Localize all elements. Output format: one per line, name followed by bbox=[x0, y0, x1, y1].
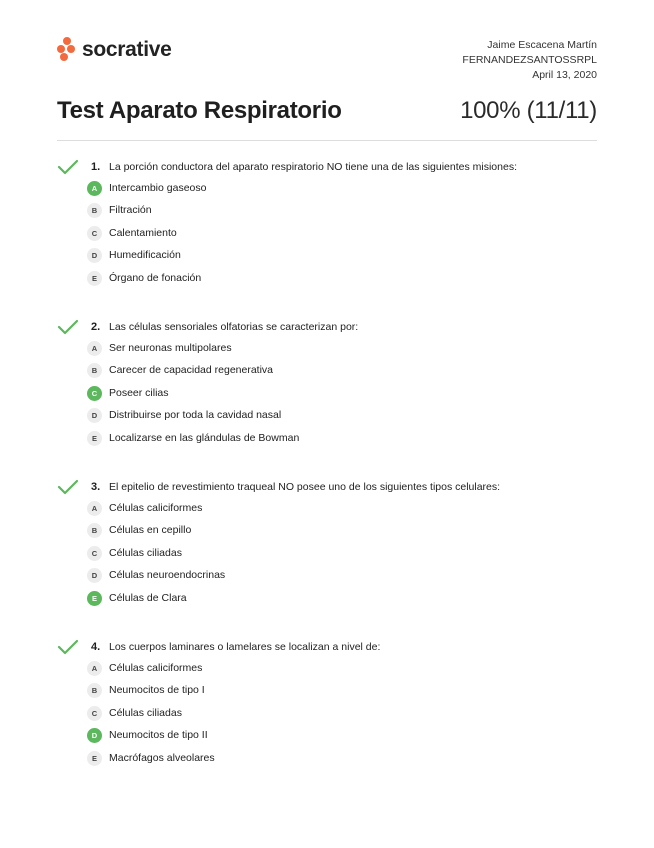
option-text: Localizarse en las glándulas de Bowman bbox=[109, 431, 300, 444]
option-letter-badge: A bbox=[87, 181, 102, 196]
option-text: Distribuirse por toda la cavidad nasal bbox=[109, 409, 282, 422]
option-letter-badge: E bbox=[87, 271, 102, 286]
option-text: Células caliciformes bbox=[109, 502, 203, 514]
socrative-logo-icon bbox=[57, 37, 77, 63]
option-text: Carecer de capacidad regenerativa bbox=[109, 364, 274, 377]
question-2 bbox=[0, 318, 654, 450]
question-number: 1. bbox=[91, 161, 101, 173]
option-letter-badge: B bbox=[87, 203, 102, 218]
option-letter-badge: E bbox=[87, 431, 102, 446]
answer-option bbox=[0, 520, 654, 542]
option-letter-badge: B bbox=[87, 523, 102, 538]
option-letter-badge: C bbox=[87, 706, 102, 721]
check-icon bbox=[57, 318, 79, 336]
question-1 bbox=[0, 158, 654, 290]
answer-option bbox=[0, 338, 654, 360]
answer-option-correct bbox=[0, 588, 654, 610]
check-icon bbox=[57, 158, 79, 176]
question-number: 4. bbox=[91, 641, 101, 653]
answer-options bbox=[0, 338, 654, 450]
quiz-title: Test Aparato Respiratorio bbox=[57, 97, 342, 124]
answer-option bbox=[0, 223, 654, 245]
answer-option bbox=[0, 658, 654, 680]
answer-option bbox=[0, 200, 654, 222]
answer-option bbox=[0, 245, 654, 267]
option-text: Neumocitos de tipo I bbox=[109, 684, 205, 697]
check-icon bbox=[57, 638, 79, 656]
option-text: Células neuroendocrinas bbox=[109, 569, 226, 582]
answer-option-correct bbox=[0, 178, 654, 200]
option-text: Filtración bbox=[109, 204, 152, 217]
answer-option bbox=[0, 360, 654, 382]
report-date: April 13, 2020 bbox=[532, 69, 597, 81]
question-number: 2. bbox=[91, 321, 101, 333]
question-header bbox=[0, 318, 654, 338]
option-letter-badge: C bbox=[87, 386, 102, 401]
option-text: Calentamiento bbox=[109, 226, 177, 239]
answer-option bbox=[0, 703, 654, 725]
question-text: La porción conductora del aparato respiratorio NO tiene una de las siguientes misiones: bbox=[109, 161, 517, 173]
option-text: Macrófagos alveolares bbox=[109, 751, 215, 764]
question-4 bbox=[0, 638, 654, 770]
brand-name: socrative bbox=[82, 38, 172, 61]
answer-option bbox=[0, 565, 654, 587]
option-text: Células de Clara bbox=[109, 591, 187, 604]
option-text: Células en cepillo bbox=[109, 524, 192, 537]
question-header bbox=[0, 638, 654, 658]
answer-option-correct bbox=[0, 725, 654, 747]
socrative-logo bbox=[57, 37, 172, 63]
option-letter-badge: D bbox=[87, 248, 102, 263]
answer-option bbox=[0, 748, 654, 770]
answer-option bbox=[0, 680, 654, 702]
option-letter-badge: A bbox=[87, 341, 102, 356]
question-text: El epitelio de revestimiento traqueal NO posee uno de los siguientes tipos celulares: bbox=[109, 481, 501, 493]
answer-option bbox=[0, 405, 654, 427]
option-text: Células caliciformes bbox=[109, 662, 203, 674]
answer-option bbox=[0, 268, 654, 290]
answer-option bbox=[0, 543, 654, 565]
header-divider bbox=[57, 140, 597, 141]
option-letter-badge: E bbox=[87, 591, 102, 606]
option-letter-badge: D bbox=[87, 568, 102, 583]
quiz-score: 100% (11/11) bbox=[460, 97, 597, 124]
option-text: Órgano de fonación bbox=[109, 271, 202, 284]
question-3 bbox=[0, 478, 654, 610]
option-letter-badge: D bbox=[87, 408, 102, 423]
class-code: FERNANDEZSANTOSSRPL bbox=[462, 54, 597, 66]
option-letter-badge: C bbox=[87, 226, 102, 241]
answer-options bbox=[0, 658, 654, 770]
answer-option bbox=[0, 498, 654, 520]
option-text: Ser neuronas multipolares bbox=[109, 342, 232, 354]
option-letter-badge: A bbox=[87, 501, 102, 516]
student-name: Jaime Escacena Martín bbox=[487, 39, 597, 51]
question-header bbox=[0, 478, 654, 498]
option-letter-badge: E bbox=[87, 751, 102, 766]
question-number: 3. bbox=[91, 481, 101, 493]
check-icon bbox=[57, 478, 79, 496]
option-letter-badge: B bbox=[87, 683, 102, 698]
answer-option bbox=[0, 428, 654, 450]
answer-options bbox=[0, 498, 654, 610]
option-text: Células ciliadas bbox=[109, 546, 182, 559]
option-text: Poseer cilias bbox=[109, 386, 169, 399]
option-text: Intercambio gaseoso bbox=[109, 182, 207, 194]
option-text: Humedificación bbox=[109, 249, 181, 262]
question-header bbox=[0, 158, 654, 178]
option-letter-badge: B bbox=[87, 363, 102, 378]
option-text: Células ciliadas bbox=[109, 706, 182, 719]
answer-option-correct bbox=[0, 383, 654, 405]
option-letter-badge: D bbox=[87, 728, 102, 743]
option-text: Neumocitos de tipo II bbox=[109, 729, 208, 742]
answer-options bbox=[0, 178, 654, 290]
question-text: Los cuerpos laminares o lamelares se localizan a nivel de: bbox=[109, 641, 381, 653]
student-info bbox=[462, 38, 597, 83]
option-letter-badge: A bbox=[87, 661, 102, 676]
question-text: Las células sensoriales olfatorias se caracterizan por: bbox=[109, 321, 359, 333]
option-letter-badge: C bbox=[87, 546, 102, 561]
